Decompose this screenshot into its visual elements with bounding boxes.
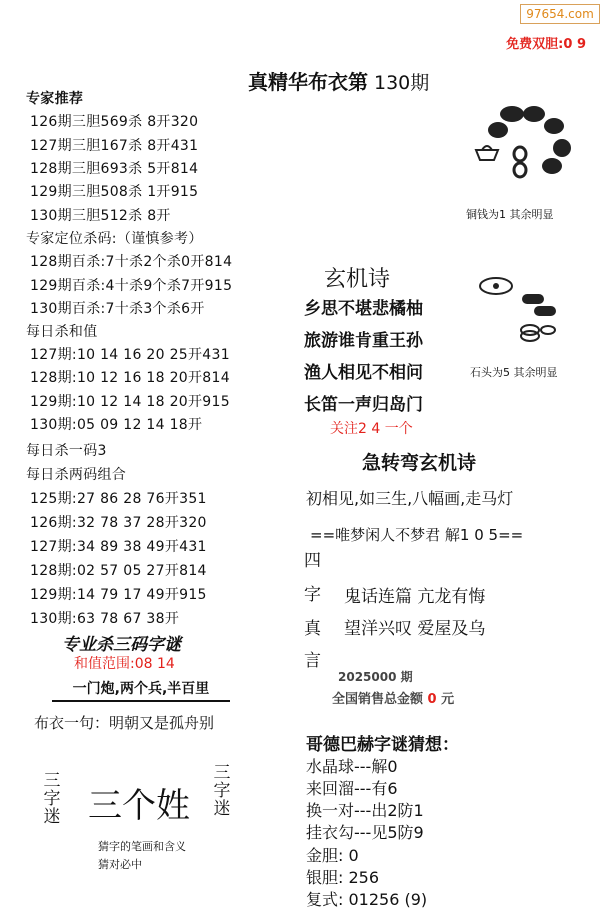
three-word-left: 三字迷 <box>43 771 61 827</box>
xuanji-note: 关注2 4 一个 <box>330 421 413 437</box>
picture-caption: 铜钱为1 其余明显 <box>466 208 554 221</box>
four-label-4: 言 <box>304 651 321 671</box>
position-line: 130期百杀:7十杀3个杀6开 <box>30 301 205 317</box>
goethe-line: 来回溜---有6 <box>306 779 398 798</box>
sum-line: 129期:10 12 14 18 20开915 <box>30 394 230 410</box>
sum-line: 130期:05 09 12 14 18开 <box>30 417 203 433</box>
goethe-line: 换一对---出2防1 <box>306 801 424 820</box>
dream-line: ==唯梦闲人不梦君 解1 0 5== <box>310 526 524 544</box>
xuanji-title: 玄机诗 <box>324 267 391 292</box>
free-pair-label: 免费双胆:0 9 <box>506 37 586 52</box>
expert-header: 专家推荐 <box>26 91 84 107</box>
three-hint-2: 猜对必中 <box>98 858 142 871</box>
coin-chain-picture <box>468 100 578 200</box>
expert-line: 126期三胆569杀 8开320 <box>30 114 199 130</box>
three-surnames: 三个姓 <box>88 786 190 826</box>
xuanji-line: 旅游谁肯重王孙 <box>304 331 423 351</box>
expert-line: 128期三胆693杀 5开814 <box>30 161 199 177</box>
sum-header: 每日杀和值 <box>26 324 98 340</box>
sum-range: 和值范围:08 14 <box>74 656 175 672</box>
sum-line: 127期:10 14 16 20 25开431 <box>30 347 230 363</box>
goethe-line: 水晶球---解0 <box>306 757 398 776</box>
xuanji-line: 乡思不堪悲橘柚 <box>304 299 423 319</box>
four-label-3: 真 <box>304 619 321 639</box>
site-watermark: 97654.com <box>520 4 600 24</box>
sales-unit: 元 <box>441 692 455 707</box>
kill-two-line: 130期:63 78 67 38开 <box>30 611 180 627</box>
goethe-line: 金胆: 0 <box>306 846 359 865</box>
expert-line: 129期三胆508杀 1开915 <box>30 184 199 200</box>
page-title <box>248 66 429 95</box>
four-label-1: 四 <box>304 551 321 571</box>
picture-caption-2: 石头为5 其余明显 <box>470 366 558 379</box>
turn-line: 初相见,如三生,八幅画,走马灯 <box>306 489 514 508</box>
kill-two-line: 127期:34 89 38 49开431 <box>30 539 207 555</box>
kill-two-line: 125期:27 86 28 76开351 <box>30 491 207 507</box>
kill-two-line: 126期:32 78 37 28开320 <box>30 515 207 531</box>
title-text: 真精华布衣第 <box>248 70 368 94</box>
kill-one: 每日杀一码3 <box>26 443 107 459</box>
xuanji-line: 渔人相见不相问 <box>304 363 423 383</box>
goethe-line: 挂衣勾---见5防9 <box>306 823 424 842</box>
sales-issue: 2025000 期 <box>338 670 413 684</box>
three-word-right: 三字迷 <box>213 763 231 819</box>
title-issue: 130期 <box>374 72 430 94</box>
sales-label: 全国销售总金额 <box>332 692 424 707</box>
sales-total <box>332 688 454 707</box>
goethe-line: 复式: 01256 (9) <box>306 890 428 909</box>
sales-amount: 0 <box>427 692 437 707</box>
kill-two-line: 128期:02 57 05 27开814 <box>30 563 207 579</box>
position-line: 128期百杀:7十杀2个杀0开814 <box>30 254 233 270</box>
position-header: 专家定位杀码:（谨慎参考） <box>26 231 203 247</box>
pro-riddle: 一门炮,两个兵,半百里 <box>52 678 230 702</box>
four-row-1: 鬼话连篇 亢龙有悔 <box>344 587 486 607</box>
expert-line: 127期三胆167杀 8开431 <box>30 138 199 154</box>
stone-coins-picture <box>474 272 574 342</box>
kill-two-header: 每日杀两码组合 <box>26 467 127 483</box>
expert-line: 130期三胆512杀 8开 <box>30 208 171 224</box>
goethe-line: 银胆: 256 <box>306 868 380 887</box>
four-row-2: 望洋兴叹 爱屋及乌 <box>344 619 486 639</box>
position-line: 129期百杀:4十杀9个杀7开915 <box>30 278 233 294</box>
pro-title: 专业杀三码字谜 <box>62 635 181 655</box>
goethe-title: 哥德巴赫字谜猜想： <box>306 735 459 755</box>
four-label-2: 字 <box>304 585 321 605</box>
buyi-line: 布衣一句：明朝又是孤舟别 <box>34 714 215 732</box>
sum-line: 128期:10 12 16 18 20开814 <box>30 370 230 386</box>
three-hint: 猜字的笔画和含义 <box>98 840 186 853</box>
xuanji-line: 长笛一声归岛门 <box>304 395 423 415</box>
kill-two-line: 129期:14 79 17 49开915 <box>30 587 207 603</box>
turn-title: 急转弯玄机诗 <box>362 452 477 474</box>
